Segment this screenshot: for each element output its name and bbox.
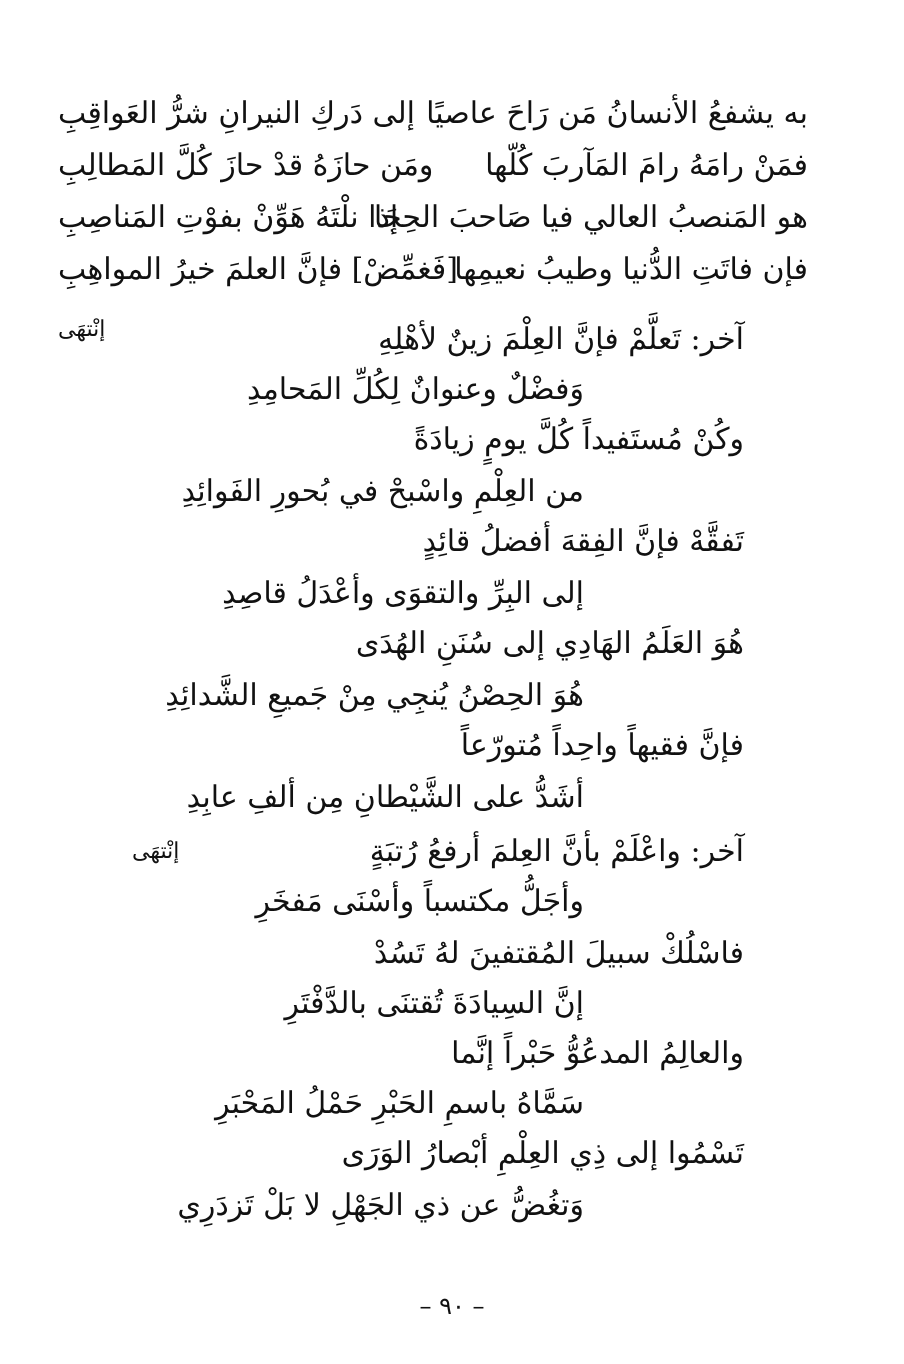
poem1-line-4: من العِلْمِ واسْبحْ في بُحورِ الفَوائِدِ [181, 474, 584, 509]
poem1-line-8: هُوَ الحِصْنُ يُنجِي مِنْ جَميعِ الشَّدائِدِ [165, 678, 584, 713]
couplet-1-second-hemistich: إلى دَركِ النيرانِ شرُّ العَواقِبِ [58, 96, 415, 131]
poem2-line-3: فاسْلُكْ سبيلَ المُقتفينَ لهُ تَسُدْ [373, 936, 744, 971]
poem2-line-1: آخر: واعْلَمْ بأنَّ العِلمَ أرفعُ رُتبَةٍ [369, 834, 744, 869]
poem2-line-8: وَتغُضُّ عن ذي الجَهْلِ لا بَلْ تَزدَرِي [177, 1188, 584, 1223]
ansa-marker-2: إنْتهَى [132, 839, 180, 864]
poem1-line-1: آخر: تَعلَّمْ فإنَّ العِلْمَ زينٌ لأهْلِهِ [378, 322, 744, 357]
poem1-line-7: هُوَ العَلَمُ الهَادِي إلى سُنَنِ الهُدَى [355, 626, 744, 661]
page-number: – ٩٠ – [419, 1292, 485, 1320]
couplet-2-second-hemistich: ومَن حازَهُ قدْ حازَ كُلَّ المَطالِبِ [58, 148, 434, 183]
poem2-line-6: سَمَّاهُ باسمِ الحَبْرِ حَمْلُ المَحْبَرِ [215, 1086, 584, 1121]
poem2-line-5: والعالِمُ المدعُوُّ حَبْراً إنَّما [451, 1036, 744, 1071]
poem1-line-10: أشَدُّ على الشَّيْطانِ مِن ألفِ عابِدِ [186, 780, 584, 815]
poem1-line-3: وكُنْ مُستَفيداً كُلَّ يومٍ زيادَةً [413, 422, 744, 457]
ansa-marker: إنْتهَى [58, 317, 106, 342]
couplet-2-first-hemistich: فمَنْ رامَهُ رامَ المَآربَ كُلّها [485, 148, 808, 183]
couplet-1-first-hemistich: به يشفعُ الأنسانُ مَن رَاحَ عاصيًا [426, 96, 808, 131]
couplet-4-first-hemistich: فإن فاتَتِ الدُّنيا وطيبُ نعيمِها [454, 252, 808, 287]
couplet-4-second-hemistich: [فَغمِّضْ] فإنَّ العلمَ خيرُ المواهِبِ [58, 252, 458, 287]
poem1-line-5: تَفقَّهْ فإنَّ الفِقهَ أفضلُ قائِدٍ [422, 524, 744, 559]
poem1-line-2: وَفضْلٌ وعنوانٌ لِكُلِّ المَحامِدِ [246, 372, 584, 407]
poem1-line-6: إلى البِرِّ والتقوَى وأعْدَلُ قاصِدِ [222, 576, 584, 611]
poem2-line-2: وأجَلُّ مكتسباً وأسْنَى مَفخَرِ [255, 884, 584, 919]
poem2-line-7: تَسْمُوا إلى ذِي العِلْمِ أبْصارُ الوَرَى [341, 1136, 744, 1171]
poem2-line-4: إنَّ السِيادَةَ تُقتنَى بالدَّفْتَرِ [284, 986, 584, 1021]
couplet-3-second-hemistich: إذا نلْتَهُ هَوِّنْ بفوْتِ المَناصِبِ [58, 200, 399, 235]
couplet-3-first-hemistich: هو المَنصبُ العالي فيا صَاحبَ الحِجَا [373, 200, 808, 235]
poem1-line-9: فإنَّ فقيهاً واحِداً مُتورّعاً [460, 728, 744, 763]
